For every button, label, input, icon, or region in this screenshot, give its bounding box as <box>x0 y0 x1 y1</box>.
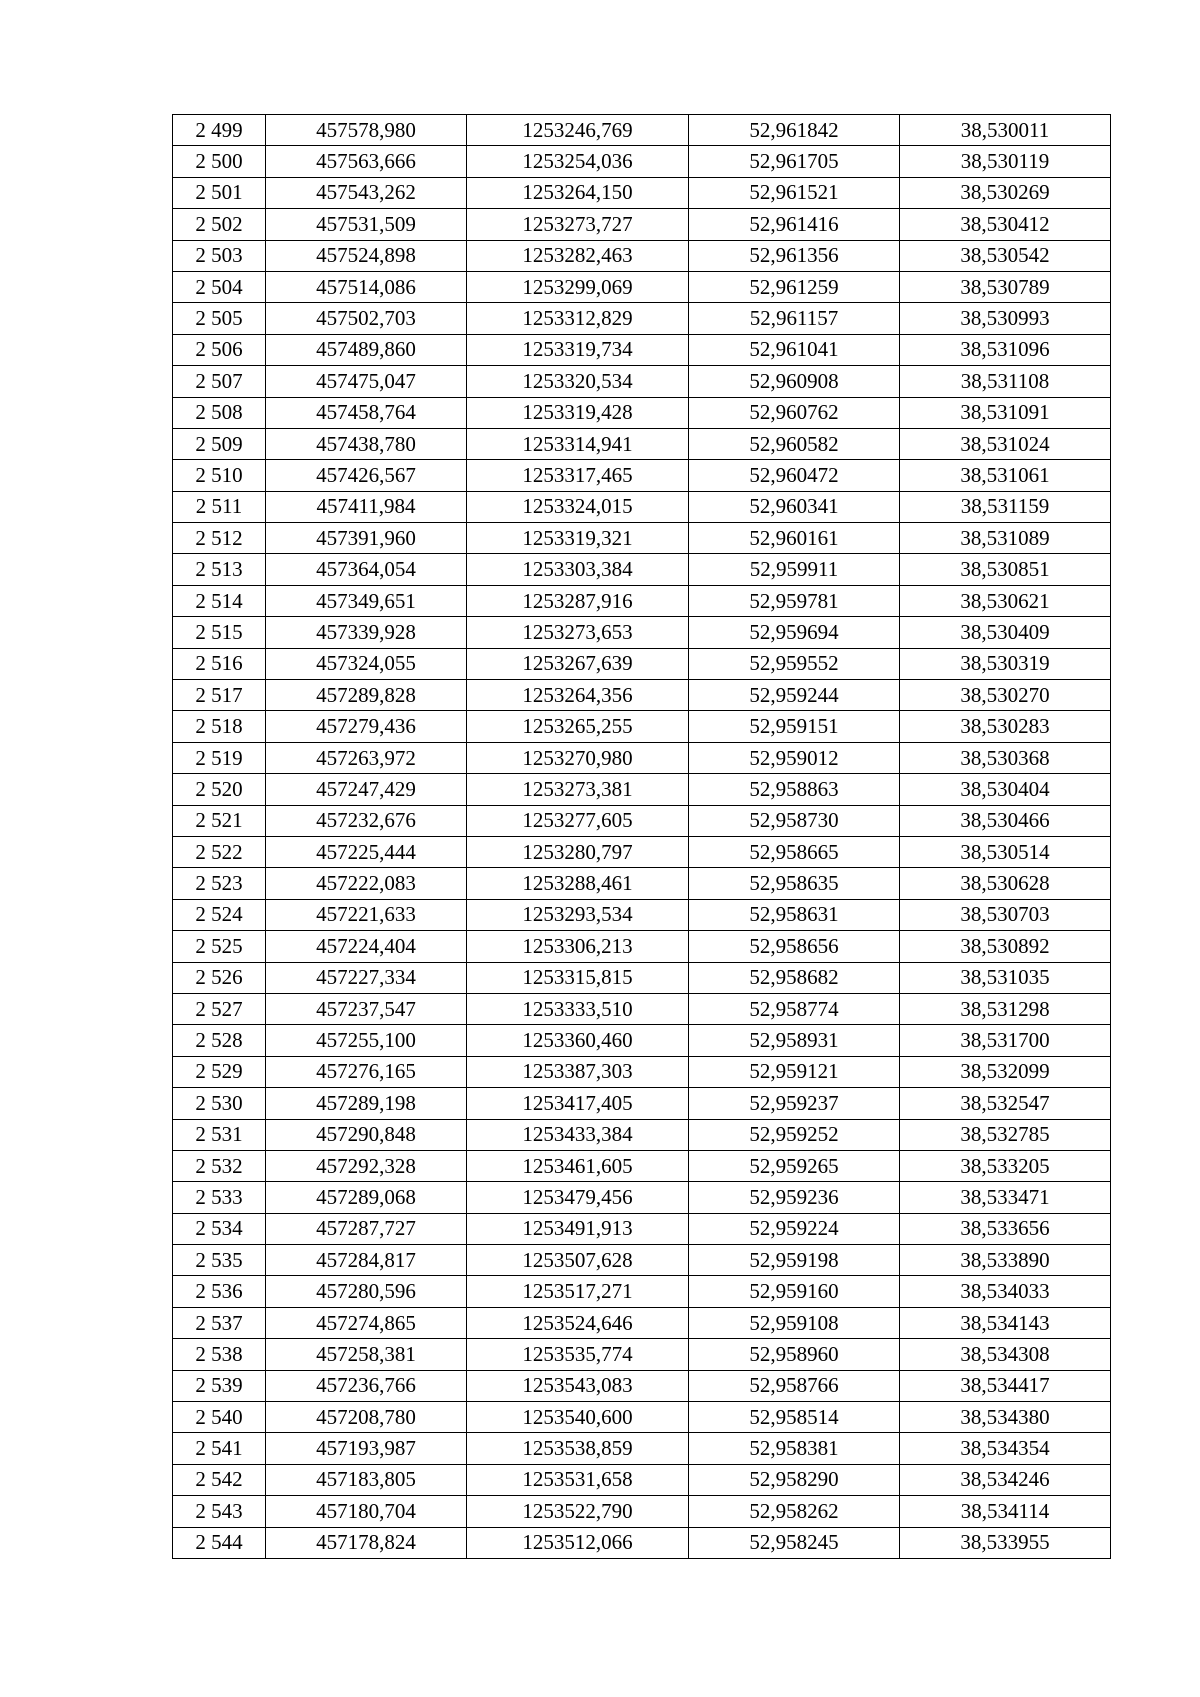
y-coordinate-cell: 1253267,639 <box>467 648 689 679</box>
x-coordinate-cell: 457531,509 <box>266 209 467 240</box>
latitude-cell: 52,961157 <box>689 303 900 334</box>
y-coordinate-cell: 1253273,381 <box>467 774 689 805</box>
x-coordinate-cell: 457578,980 <box>266 115 467 146</box>
table-row <box>173 1182 1111 1213</box>
latitude-cell: 52,958665 <box>689 836 900 867</box>
point-number-cell: 2 511 <box>173 491 266 522</box>
point-number-cell: 2 520 <box>173 774 266 805</box>
latitude-cell: 52,958931 <box>689 1025 900 1056</box>
point-number-cell: 2 501 <box>173 177 266 208</box>
latitude-cell: 52,959224 <box>689 1213 900 1244</box>
point-number-cell: 2 508 <box>173 397 266 428</box>
point-number-cell: 2 505 <box>173 303 266 334</box>
latitude-cell: 52,959160 <box>689 1276 900 1307</box>
latitude-cell: 52,961356 <box>689 240 900 271</box>
latitude-cell: 52,958514 <box>689 1402 900 1433</box>
longitude-cell: 38,532099 <box>900 1056 1111 1087</box>
x-coordinate-cell: 457274,865 <box>266 1307 467 1338</box>
y-coordinate-cell: 1253282,463 <box>467 240 689 271</box>
point-number-cell: 2 522 <box>173 836 266 867</box>
latitude-cell: 52,959236 <box>689 1182 900 1213</box>
longitude-cell: 38,530621 <box>900 585 1111 616</box>
table-row <box>173 209 1111 240</box>
longitude-cell: 38,534354 <box>900 1433 1111 1464</box>
latitude-cell: 52,960582 <box>689 428 900 459</box>
y-coordinate-cell: 1253280,797 <box>467 836 689 867</box>
table-row <box>173 177 1111 208</box>
x-coordinate-cell: 457222,083 <box>266 868 467 899</box>
point-number-cell: 2 531 <box>173 1119 266 1150</box>
table-row <box>173 240 1111 271</box>
y-coordinate-cell: 1253324,015 <box>467 491 689 522</box>
latitude-cell: 52,958656 <box>689 931 900 962</box>
x-coordinate-cell: 457563,666 <box>266 146 467 177</box>
longitude-cell: 38,530269 <box>900 177 1111 208</box>
y-coordinate-cell: 1253246,769 <box>467 115 689 146</box>
table-row <box>173 1527 1111 1558</box>
latitude-cell: 52,961521 <box>689 177 900 208</box>
longitude-cell: 38,534033 <box>900 1276 1111 1307</box>
y-coordinate-cell: 1253531,658 <box>467 1464 689 1495</box>
x-coordinate-cell: 457289,068 <box>266 1182 467 1213</box>
point-number-cell: 2 541 <box>173 1433 266 1464</box>
table-row <box>173 1370 1111 1401</box>
x-coordinate-cell: 457524,898 <box>266 240 467 271</box>
longitude-cell: 38,533471 <box>900 1182 1111 1213</box>
point-number-cell: 2 542 <box>173 1464 266 1495</box>
x-coordinate-cell: 457193,987 <box>266 1433 467 1464</box>
x-coordinate-cell: 457247,429 <box>266 774 467 805</box>
latitude-cell: 52,958730 <box>689 805 900 836</box>
y-coordinate-cell: 1253288,461 <box>467 868 689 899</box>
table-row <box>173 1119 1111 1150</box>
longitude-cell: 38,531024 <box>900 428 1111 459</box>
latitude-cell: 52,959151 <box>689 711 900 742</box>
longitude-cell: 38,530851 <box>900 554 1111 585</box>
y-coordinate-cell: 1253317,465 <box>467 460 689 491</box>
table-row <box>173 1307 1111 1338</box>
point-number-cell: 2 514 <box>173 585 266 616</box>
point-number-cell: 2 513 <box>173 554 266 585</box>
y-coordinate-cell: 1253512,066 <box>467 1527 689 1558</box>
x-coordinate-cell: 457183,805 <box>266 1464 467 1495</box>
latitude-cell: 52,958960 <box>689 1339 900 1370</box>
point-number-cell: 2 521 <box>173 805 266 836</box>
x-coordinate-cell: 457290,848 <box>266 1119 467 1150</box>
longitude-cell: 38,533890 <box>900 1245 1111 1276</box>
x-coordinate-cell: 457221,633 <box>266 899 467 930</box>
longitude-cell: 38,530628 <box>900 868 1111 899</box>
x-coordinate-cell: 457237,547 <box>266 993 467 1024</box>
x-coordinate-cell: 457225,444 <box>266 836 467 867</box>
point-number-cell: 2 543 <box>173 1496 266 1527</box>
x-coordinate-cell: 457339,928 <box>266 617 467 648</box>
x-coordinate-cell: 457292,328 <box>266 1150 467 1181</box>
point-number-cell: 2 525 <box>173 931 266 962</box>
table-row <box>173 1402 1111 1433</box>
longitude-cell: 38,532785 <box>900 1119 1111 1150</box>
point-number-cell: 2 506 <box>173 334 266 365</box>
table-row <box>173 836 1111 867</box>
longitude-cell: 38,534114 <box>900 1496 1111 1527</box>
y-coordinate-cell: 1253287,916 <box>467 585 689 616</box>
x-coordinate-cell: 457276,165 <box>266 1056 467 1087</box>
longitude-cell: 38,531089 <box>900 523 1111 554</box>
y-coordinate-cell: 1253540,600 <box>467 1402 689 1433</box>
longitude-cell: 38,533656 <box>900 1213 1111 1244</box>
longitude-cell: 38,530892 <box>900 931 1111 962</box>
longitude-cell: 38,531700 <box>900 1025 1111 1056</box>
x-coordinate-cell: 457279,436 <box>266 711 467 742</box>
latitude-cell: 52,960161 <box>689 523 900 554</box>
latitude-cell: 52,958682 <box>689 962 900 993</box>
table-row <box>173 397 1111 428</box>
y-coordinate-cell: 1253507,628 <box>467 1245 689 1276</box>
point-number-cell: 2 504 <box>173 271 266 302</box>
latitude-cell: 52,958631 <box>689 899 900 930</box>
table-row <box>173 428 1111 459</box>
latitude-cell: 52,958245 <box>689 1527 900 1558</box>
x-coordinate-cell: 457324,055 <box>266 648 467 679</box>
longitude-cell: 38,531061 <box>900 460 1111 491</box>
longitude-cell: 38,530703 <box>900 899 1111 930</box>
y-coordinate-cell: 1253265,255 <box>467 711 689 742</box>
y-coordinate-cell: 1253264,150 <box>467 177 689 208</box>
table-row <box>173 366 1111 397</box>
table-row <box>173 460 1111 491</box>
x-coordinate-cell: 457391,960 <box>266 523 467 554</box>
point-number-cell: 2 519 <box>173 742 266 773</box>
latitude-cell: 52,959552 <box>689 648 900 679</box>
table-row <box>173 774 1111 805</box>
longitude-cell: 38,533955 <box>900 1527 1111 1558</box>
x-coordinate-cell: 457255,100 <box>266 1025 467 1056</box>
table-row <box>173 1088 1111 1119</box>
y-coordinate-cell: 1253306,213 <box>467 931 689 962</box>
y-coordinate-cell: 1253319,428 <box>467 397 689 428</box>
latitude-cell: 52,960472 <box>689 460 900 491</box>
latitude-cell: 52,958635 <box>689 868 900 899</box>
table-row <box>173 303 1111 334</box>
x-coordinate-cell: 457458,764 <box>266 397 467 428</box>
y-coordinate-cell: 1253277,605 <box>467 805 689 836</box>
latitude-cell: 52,959108 <box>689 1307 900 1338</box>
y-coordinate-cell: 1253264,356 <box>467 680 689 711</box>
x-coordinate-cell: 457236,766 <box>266 1370 467 1401</box>
point-number-cell: 2 507 <box>173 366 266 397</box>
y-coordinate-cell: 1253417,405 <box>467 1088 689 1119</box>
table-row <box>173 680 1111 711</box>
point-number-cell: 2 532 <box>173 1150 266 1181</box>
table-row <box>173 1464 1111 1495</box>
y-coordinate-cell: 1253433,384 <box>467 1119 689 1150</box>
y-coordinate-cell: 1253461,605 <box>467 1150 689 1181</box>
point-number-cell: 2 502 <box>173 209 266 240</box>
y-coordinate-cell: 1253538,859 <box>467 1433 689 1464</box>
table-row <box>173 617 1111 648</box>
table-row <box>173 742 1111 773</box>
longitude-cell: 38,530514 <box>900 836 1111 867</box>
table-row <box>173 931 1111 962</box>
latitude-cell: 52,958774 <box>689 993 900 1024</box>
y-coordinate-cell: 1253319,321 <box>467 523 689 554</box>
x-coordinate-cell: 457489,860 <box>266 334 467 365</box>
y-coordinate-cell: 1253303,384 <box>467 554 689 585</box>
table-row <box>173 491 1111 522</box>
latitude-cell: 52,959694 <box>689 617 900 648</box>
point-number-cell: 2 540 <box>173 1402 266 1433</box>
latitude-cell: 52,961041 <box>689 334 900 365</box>
longitude-cell: 38,534380 <box>900 1402 1111 1433</box>
point-number-cell: 2 509 <box>173 428 266 459</box>
point-number-cell: 2 535 <box>173 1245 266 1276</box>
longitude-cell: 38,534417 <box>900 1370 1111 1401</box>
longitude-cell: 38,530466 <box>900 805 1111 836</box>
point-number-cell: 2 499 <box>173 115 266 146</box>
x-coordinate-cell: 457227,334 <box>266 962 467 993</box>
x-coordinate-cell: 457224,404 <box>266 931 467 962</box>
y-coordinate-cell: 1253273,653 <box>467 617 689 648</box>
table-row <box>173 993 1111 1024</box>
y-coordinate-cell: 1253270,980 <box>467 742 689 773</box>
table-row <box>173 146 1111 177</box>
x-coordinate-cell: 457263,972 <box>266 742 467 773</box>
point-number-cell: 2 527 <box>173 993 266 1024</box>
point-number-cell: 2 538 <box>173 1339 266 1370</box>
y-coordinate-cell: 1253312,829 <box>467 303 689 334</box>
y-coordinate-cell: 1253315,815 <box>467 962 689 993</box>
point-number-cell: 2 518 <box>173 711 266 742</box>
x-coordinate-cell: 457349,651 <box>266 585 467 616</box>
longitude-cell: 38,530283 <box>900 711 1111 742</box>
latitude-cell: 52,959265 <box>689 1150 900 1181</box>
longitude-cell: 38,534308 <box>900 1339 1111 1370</box>
longitude-cell: 38,531035 <box>900 962 1111 993</box>
table-row <box>173 271 1111 302</box>
latitude-cell: 52,958766 <box>689 1370 900 1401</box>
y-coordinate-cell: 1253522,790 <box>467 1496 689 1527</box>
latitude-cell: 52,960908 <box>689 366 900 397</box>
y-coordinate-cell: 1253360,460 <box>467 1025 689 1056</box>
point-number-cell: 2 517 <box>173 680 266 711</box>
y-coordinate-cell: 1253314,941 <box>467 428 689 459</box>
longitude-cell: 38,530319 <box>900 648 1111 679</box>
latitude-cell: 52,961259 <box>689 271 900 302</box>
longitude-cell: 38,530368 <box>900 742 1111 773</box>
latitude-cell: 52,959244 <box>689 680 900 711</box>
latitude-cell: 52,959012 <box>689 742 900 773</box>
y-coordinate-cell: 1253387,303 <box>467 1056 689 1087</box>
y-coordinate-cell: 1253543,083 <box>467 1370 689 1401</box>
longitude-cell: 38,531096 <box>900 334 1111 365</box>
point-number-cell: 2 524 <box>173 899 266 930</box>
longitude-cell: 38,530119 <box>900 146 1111 177</box>
x-coordinate-cell: 457364,054 <box>266 554 467 585</box>
y-coordinate-cell: 1253491,913 <box>467 1213 689 1244</box>
table-row <box>173 1056 1111 1087</box>
longitude-cell: 38,531108 <box>900 366 1111 397</box>
longitude-cell: 38,530409 <box>900 617 1111 648</box>
x-coordinate-cell: 457289,198 <box>266 1088 467 1119</box>
x-coordinate-cell: 457280,596 <box>266 1276 467 1307</box>
longitude-cell: 38,530789 <box>900 271 1111 302</box>
longitude-cell: 38,530011 <box>900 115 1111 146</box>
latitude-cell: 52,961705 <box>689 146 900 177</box>
point-number-cell: 2 512 <box>173 523 266 554</box>
y-coordinate-cell: 1253333,510 <box>467 993 689 1024</box>
y-coordinate-cell: 1253273,727 <box>467 209 689 240</box>
y-coordinate-cell: 1253293,534 <box>467 899 689 930</box>
x-coordinate-cell: 457232,676 <box>266 805 467 836</box>
latitude-cell: 52,960341 <box>689 491 900 522</box>
point-number-cell: 2 523 <box>173 868 266 899</box>
y-coordinate-cell: 1253319,734 <box>467 334 689 365</box>
x-coordinate-cell: 457426,567 <box>266 460 467 491</box>
longitude-cell: 38,531091 <box>900 397 1111 428</box>
table-row <box>173 1213 1111 1244</box>
y-coordinate-cell: 1253524,646 <box>467 1307 689 1338</box>
table-row <box>173 711 1111 742</box>
x-coordinate-cell: 457287,727 <box>266 1213 467 1244</box>
longitude-cell: 38,533205 <box>900 1150 1111 1181</box>
x-coordinate-cell: 457475,047 <box>266 366 467 397</box>
y-coordinate-cell: 1253479,456 <box>467 1182 689 1213</box>
longitude-cell: 38,530993 <box>900 303 1111 334</box>
point-number-cell: 2 544 <box>173 1527 266 1558</box>
longitude-cell: 38,532547 <box>900 1088 1111 1119</box>
coordinates-table <box>172 114 1111 1559</box>
point-number-cell: 2 528 <box>173 1025 266 1056</box>
point-number-cell: 2 530 <box>173 1088 266 1119</box>
table-row <box>173 1245 1111 1276</box>
latitude-cell: 52,960762 <box>689 397 900 428</box>
x-coordinate-cell: 457514,086 <box>266 271 467 302</box>
point-number-cell: 2 515 <box>173 617 266 648</box>
longitude-cell: 38,534143 <box>900 1307 1111 1338</box>
x-coordinate-cell: 457543,262 <box>266 177 467 208</box>
latitude-cell: 52,959252 <box>689 1119 900 1150</box>
point-number-cell: 2 503 <box>173 240 266 271</box>
table-row <box>173 1496 1111 1527</box>
table-row <box>173 523 1111 554</box>
latitude-cell: 52,958863 <box>689 774 900 805</box>
coordinates-table-body <box>173 115 1111 1559</box>
latitude-cell: 52,958381 <box>689 1433 900 1464</box>
latitude-cell: 52,959911 <box>689 554 900 585</box>
y-coordinate-cell: 1253320,534 <box>467 366 689 397</box>
latitude-cell: 52,959121 <box>689 1056 900 1087</box>
table-row <box>173 1025 1111 1056</box>
point-number-cell: 2 510 <box>173 460 266 491</box>
latitude-cell: 52,961842 <box>689 115 900 146</box>
point-number-cell: 2 537 <box>173 1307 266 1338</box>
longitude-cell: 38,534246 <box>900 1464 1111 1495</box>
longitude-cell: 38,531298 <box>900 993 1111 1024</box>
table-row <box>173 554 1111 585</box>
table-row <box>173 115 1111 146</box>
point-number-cell: 2 539 <box>173 1370 266 1401</box>
latitude-cell: 52,959237 <box>689 1088 900 1119</box>
y-coordinate-cell: 1253517,271 <box>467 1276 689 1307</box>
x-coordinate-cell: 457178,824 <box>266 1527 467 1558</box>
table-row <box>173 1276 1111 1307</box>
x-coordinate-cell: 457180,704 <box>266 1496 467 1527</box>
y-coordinate-cell: 1253254,036 <box>467 146 689 177</box>
longitude-cell: 38,530404 <box>900 774 1111 805</box>
table-row <box>173 962 1111 993</box>
latitude-cell: 52,959781 <box>689 585 900 616</box>
x-coordinate-cell: 457284,817 <box>266 1245 467 1276</box>
latitude-cell: 52,958290 <box>689 1464 900 1495</box>
latitude-cell: 52,959198 <box>689 1245 900 1276</box>
x-coordinate-cell: 457208,780 <box>266 1402 467 1433</box>
longitude-cell: 38,530270 <box>900 680 1111 711</box>
table-row <box>173 1150 1111 1181</box>
y-coordinate-cell: 1253535,774 <box>467 1339 689 1370</box>
point-number-cell: 2 516 <box>173 648 266 679</box>
longitude-cell: 38,530412 <box>900 209 1111 240</box>
point-number-cell: 2 533 <box>173 1182 266 1213</box>
x-coordinate-cell: 457289,828 <box>266 680 467 711</box>
x-coordinate-cell: 457258,381 <box>266 1339 467 1370</box>
table-row <box>173 1433 1111 1464</box>
table-row <box>173 868 1111 899</box>
longitude-cell: 38,531159 <box>900 491 1111 522</box>
table-row <box>173 585 1111 616</box>
x-coordinate-cell: 457438,780 <box>266 428 467 459</box>
table-row <box>173 648 1111 679</box>
point-number-cell: 2 500 <box>173 146 266 177</box>
point-number-cell: 2 534 <box>173 1213 266 1244</box>
x-coordinate-cell: 457502,703 <box>266 303 467 334</box>
point-number-cell: 2 536 <box>173 1276 266 1307</box>
point-number-cell: 2 529 <box>173 1056 266 1087</box>
longitude-cell: 38,530542 <box>900 240 1111 271</box>
latitude-cell: 52,958262 <box>689 1496 900 1527</box>
table-row <box>173 899 1111 930</box>
latitude-cell: 52,961416 <box>689 209 900 240</box>
x-coordinate-cell: 457411,984 <box>266 491 467 522</box>
table-row <box>173 1339 1111 1370</box>
table-row <box>173 805 1111 836</box>
point-number-cell: 2 526 <box>173 962 266 993</box>
y-coordinate-cell: 1253299,069 <box>467 271 689 302</box>
table-row <box>173 334 1111 365</box>
